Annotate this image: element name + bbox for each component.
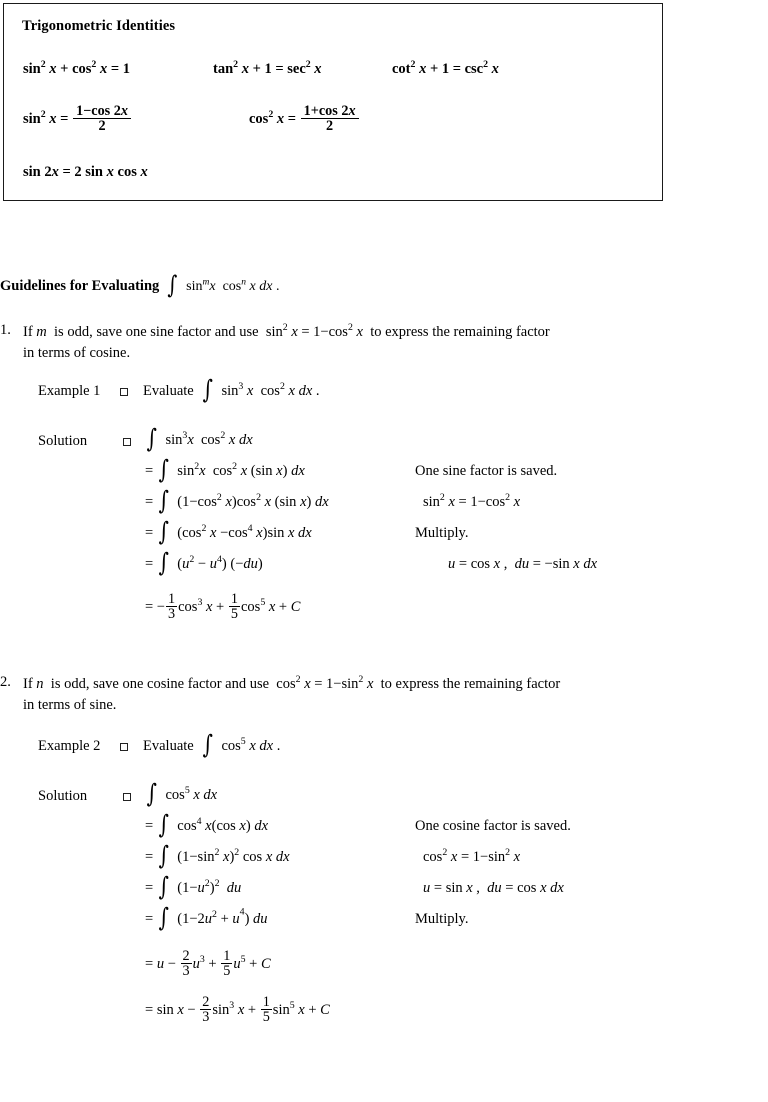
rule-1-number: 1. — [0, 322, 11, 338]
example-2-step-5-expr: = ∫ $(1-2u^2 + u^4)$ du — [145, 902, 268, 932]
example-2-prompt: Evaluate ∫ $\cos^5 x$ dx . — [143, 729, 281, 759]
trig-box-title: Trigonometric Identities — [22, 18, 176, 34]
example-1-step-5-expr: = ∫ $(u^2 - u^4)$ (−du) — [145, 547, 263, 577]
example-1-step-6-expr: = − $\frac{1}{3}$ $\cos^3 x$ + $\frac{1}{5}$ $\cos^5 x + C$ — [145, 591, 301, 623]
example-1-prompt: Evaluate ∫ $\sin^3 x$ $\cos^2 x$ dx . — [143, 374, 320, 404]
trigonometric-identities-box — [3, 3, 663, 201]
example-1-label: Example 1 — [38, 383, 101, 399]
guidelines-heading — [0, 270, 280, 299]
example-2-step-4-note: u = sin x , du = cos x dx — [423, 880, 564, 896]
identity-half-angle-cos: $\cos^2 x$ = $\frac{1+\cos 2x}{2}$ — [249, 104, 360, 134]
guidelines-heading-text: Guidelines for Evaluating — [0, 278, 160, 294]
example-1-solution-label: Solution — [38, 433, 88, 449]
example-2-step-4-expr: = ∫ $(1-u^2)^2$ du — [145, 871, 242, 901]
example-2-step-2-expr: = ∫ $\cos^4 x(\cos$ x) dx — [145, 809, 269, 839]
identity-half-angle-sin: $\sin^2 x$ = $\frac{1-\cos 2x}{2}$ — [23, 104, 132, 134]
example-2-step-2-note: One cosine factor is saved. — [415, 818, 571, 834]
example-1-verb: Evaluate — [143, 383, 194, 399]
example-2-verb: Evaluate — [143, 738, 194, 754]
identity-pythagorean-cot-csc: $\cot^2 x + 1 = \csc^2 x$ — [392, 59, 499, 77]
example-1-step-5-note: u = cos x , du = −sin x dx — [448, 556, 597, 572]
example-1-step-3-expr: = ∫ ($1-\cos^2$ $x)\cos^2$ x (sin x) dx — [145, 485, 329, 515]
example-2-step-7-expr: = sin x − $\frac{2}{3}$ $\sin^3 x$ + $\frac{1}{5}$ $\sin^5 x + C$ — [145, 994, 330, 1026]
identity-double-angle-sin: sin 2x = 2 sin x cos x — [23, 164, 148, 180]
example-1-step-1-expr: ∫ $\sin^3x$ $\cos^2 x$ dx — [146, 423, 253, 453]
example-1-step-4-note: Multiply. — [415, 525, 469, 541]
rule-1-body: If m is odd, save one sine factor and use $\sin^2 x = 1-\cos^2$ x to express the remaining factor in terms of cosine. — [23, 322, 550, 361]
example-2-step-6-expr: = u − $\frac{2}{3}$ $u^3$ + $\frac{1}{5}$ $u^5 + C$ — [145, 948, 271, 980]
identity-pythagorean-sin-cos: $\sin^2 x + \cos^2 x = 1$ — [23, 59, 130, 77]
example-1-solution-bullet-icon — [123, 436, 131, 448]
example-2-step-5-note: Multiply. — [415, 911, 469, 927]
example-2-solution-bullet-icon — [123, 791, 131, 803]
example-2-bullet-icon — [120, 741, 128, 753]
example-1-step-2-note: One sine factor is saved. — [415, 463, 558, 479]
rule-2-number: 2. — [0, 674, 11, 690]
example-2-step-1-expr: ∫ $\cos^5 x$ dx — [146, 778, 218, 808]
example-2-solution-label: Solution — [38, 788, 88, 804]
identity-pythagorean-tan-sec: $\tan^2 x + 1 = \sec^2 x$ — [213, 59, 322, 77]
example-1-step-2-expr: = ∫ $\sin^2x$ $\cos^2 x$ (sin x) dx — [145, 454, 305, 484]
example-2-label: Example 2 — [38, 738, 101, 754]
example-1-step-3-note: $\sin^2 x = 1-\cos^2$ x — [423, 492, 521, 510]
example-2-step-3-expr: = ∫ ($1-\sin^2$ x)$^2$ cos x dx — [145, 840, 290, 870]
example-1-step-4-expr: = ∫ ($\cos^2$ $x -\cos^4$ x)sin x dx — [145, 516, 312, 546]
rule-2-body: If n is odd, save one cosine factor and use $\cos^2 x = 1-\sin^2$ x to express the remaining factor in terms of sine. — [23, 674, 561, 713]
example-1-bullet-icon — [120, 386, 128, 398]
example-2-step-3-note: $\cos^2 x = 1-\sin^2$ x — [423, 847, 521, 865]
guidelines-heading-formula: ∫ $\sin^mx$ $\cos^n x$ dx . — [167, 270, 280, 299]
guideline-rule-2 — [0, 674, 700, 715]
guideline-rule-1 — [0, 322, 700, 363]
